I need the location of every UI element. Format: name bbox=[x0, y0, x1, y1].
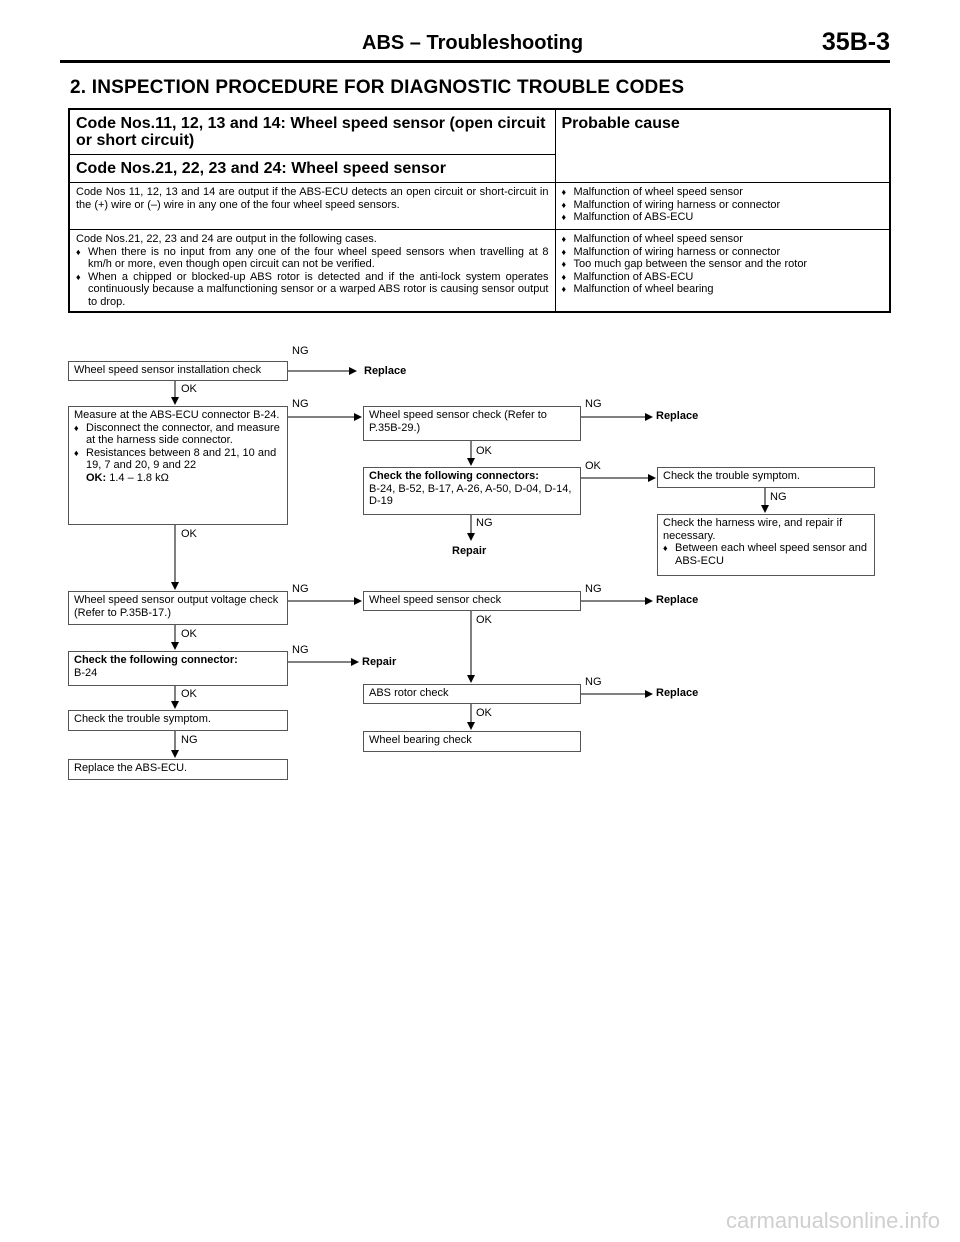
ng-label: NG bbox=[585, 398, 602, 410]
ng-label: NG bbox=[292, 345, 309, 357]
page-number: 35B-3 bbox=[821, 28, 890, 56]
harness-step: ♦ Between each wheel speed sensor and ABS-ECU bbox=[663, 542, 869, 567]
box-ws-check: Wheel speed sensor check bbox=[363, 591, 581, 611]
cause-item: ♦ Malfunction of ABS-ECU bbox=[562, 211, 884, 224]
box-replace-ecu: Replace the ABS-ECU. bbox=[68, 759, 288, 780]
box-abs-rotor: ABS rotor check bbox=[363, 684, 581, 704]
result-replace: Replace bbox=[364, 365, 407, 377]
ng-label: NG bbox=[181, 734, 198, 746]
code-header-1: Code Nos.11, 12, 13 and 14: Wheel speed sensor (open circuit or short circuit) bbox=[69, 109, 555, 155]
cause-item: ♦ Too much gap between the sensor and the rotor bbox=[562, 258, 884, 271]
check-connectors-list: B-24, B-52, B-17, A-26, A-50, D-04, D-14, D-19 bbox=[369, 482, 572, 507]
probable-cause-header: Probable cause bbox=[555, 109, 890, 183]
harness-text: Check the harness wire, and repair if necessary. bbox=[663, 517, 843, 542]
box-harness-check bbox=[657, 514, 875, 576]
box-output-voltage: Wheel speed sensor output voltage check (Refer to P.35B-17.) bbox=[68, 591, 288, 625]
code-header-2: Code Nos.21, 22, 23 and 24: Wheel speed sensor bbox=[69, 155, 555, 183]
ng-label: NG bbox=[585, 583, 602, 595]
cause-item: ♦ Malfunction of wheel bearing bbox=[562, 283, 884, 296]
box-trouble-symptom-2: Check the trouble symptom. bbox=[68, 710, 288, 731]
cause-item: ♦ Malfunction of wheel speed sensor bbox=[562, 233, 884, 246]
result-replace: Replace bbox=[656, 687, 699, 699]
row2-intro: Code Nos.21, 22, 23 and 24 are output in the following cases. bbox=[76, 233, 377, 245]
box-check-connectors bbox=[363, 467, 581, 515]
box-ws-check-ref: Wheel speed sensor check (Refer to P.35B-29.) bbox=[363, 406, 581, 441]
measure-heading: Measure at the ABS-ECU connector B-24. bbox=[74, 409, 280, 421]
box-trouble-symptom-1: Check the trouble symptom. bbox=[657, 467, 875, 488]
ng-label: NG bbox=[292, 583, 309, 595]
ok-label: OK bbox=[181, 383, 197, 395]
ng-label: NG bbox=[476, 517, 493, 529]
ng-label: NG bbox=[585, 676, 602, 688]
cause-item: ♦ Malfunction of wiring harness or connector bbox=[562, 199, 884, 212]
box-installation-check: Wheel speed sensor installation check bbox=[68, 361, 288, 381]
result-replace: Replace bbox=[656, 594, 699, 606]
header-title: ABS – Troubleshooting bbox=[362, 32, 584, 54]
check-connector-heading: Check the following connector: bbox=[74, 654, 238, 666]
measure-ok-label: OK: bbox=[86, 471, 107, 484]
result-repair: Repair bbox=[452, 545, 487, 557]
cause-item: ♦ Malfunction of wiring harness or connector bbox=[562, 246, 884, 259]
result-repair: Repair bbox=[362, 656, 397, 668]
case-item: ♦ When a chipped or blocked-up ABS rotor is detected and if the anti-lock system operates continuously because a malfunctioning sensor or a warped ABS rotor is causing sensor output to drop. bbox=[76, 271, 549, 309]
ok-label: OK bbox=[476, 614, 492, 626]
row1-description: Code Nos 11, 12, 13 and 14 are output if the ABS-ECU detects an open circuit or short-circuit in the (+) wire or (–) wire in any one of the four wheel speed sensors. bbox=[69, 183, 555, 230]
ng-label: NG bbox=[770, 491, 787, 503]
measure-step: ♦ Disconnect the connector, and measure at the harness side connector. bbox=[74, 422, 282, 447]
section-title: 2. INSPECTION PROCEDURE FOR DIAGNOSTIC TROUBLE CODES bbox=[70, 77, 685, 98]
ok-label: OK bbox=[181, 528, 197, 540]
case-item: ♦ When there is no input from any one of the four wheel speed sensors when travelling at 8 km/h or more, even though open circuit can not be verified. bbox=[76, 246, 549, 271]
box-check-connector bbox=[68, 651, 288, 686]
check-connectors-heading: Check the following connectors: bbox=[369, 470, 539, 482]
ok-label: OK bbox=[476, 445, 492, 457]
ng-label: NG bbox=[292, 398, 309, 410]
box-wheel-bearing: Wheel bearing check bbox=[363, 731, 581, 752]
ng-label: NG bbox=[292, 644, 309, 656]
watermark: carmanualsonline.info bbox=[725, 1208, 940, 1233]
ok-label: OK bbox=[181, 628, 197, 640]
check-connector-value: B-24 bbox=[74, 666, 98, 679]
ok-label: OK bbox=[476, 707, 492, 719]
cause-item: ♦ Malfunction of ABS-ECU bbox=[562, 271, 884, 284]
measure-spec bbox=[74, 472, 282, 485]
result-replace: Replace bbox=[656, 410, 699, 422]
ok-label: OK bbox=[585, 460, 601, 472]
measure-ok-value: 1.4 – 1.8 kΩ bbox=[109, 471, 169, 484]
cause-item: ♦ Malfunction of wheel speed sensor bbox=[562, 186, 884, 199]
measure-step: ♦ Resistances between 8 and 21, 10 and 19, 7 and 20, 9 and 22 bbox=[74, 447, 282, 472]
ok-label: OK bbox=[181, 688, 197, 700]
box-measure-connector bbox=[68, 406, 288, 525]
